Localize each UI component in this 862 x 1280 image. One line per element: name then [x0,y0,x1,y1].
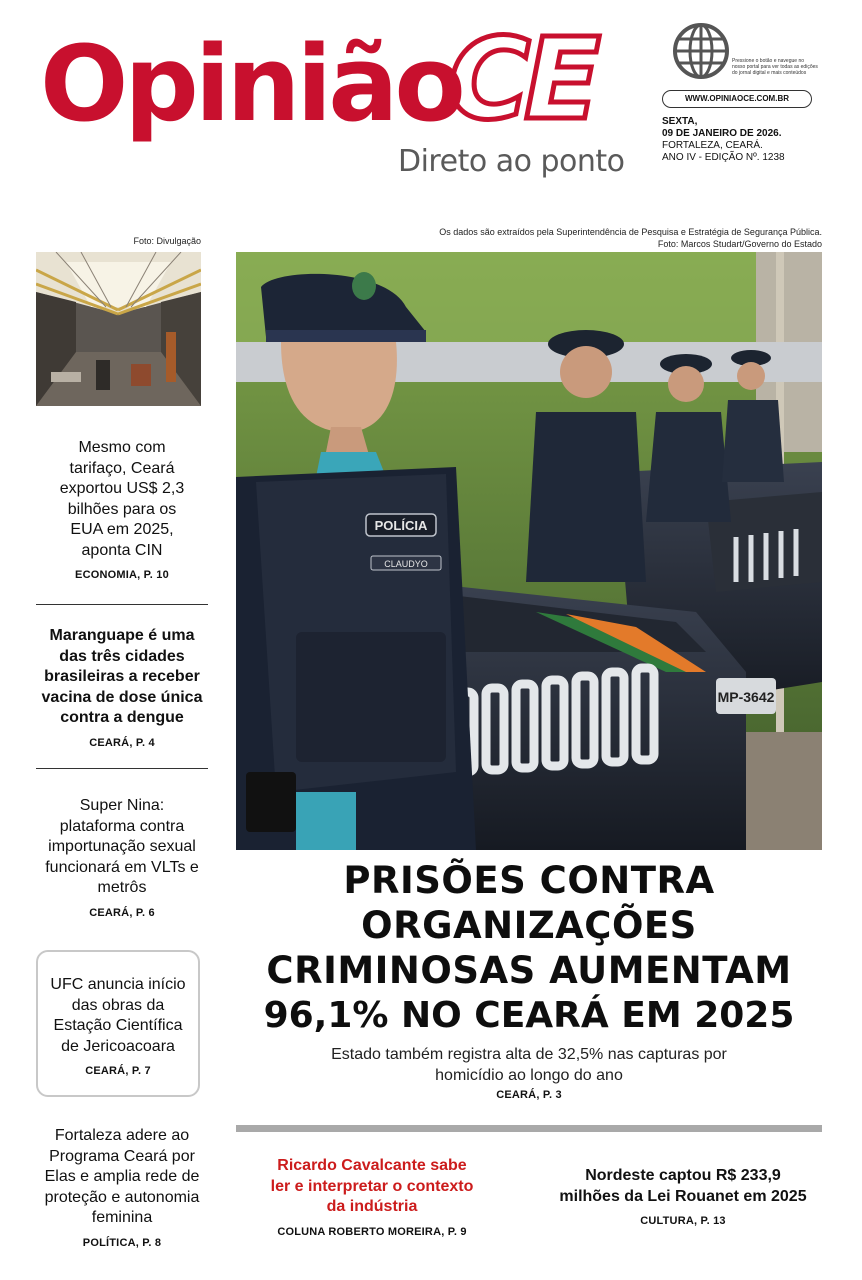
main-headline-line: 96,1% NO CEARÁ EM 2025 [263,995,795,1036]
name-tag: CLAUDYO [384,559,428,569]
license-plate: MP-3642 [717,689,775,705]
sidebar-divider [36,604,208,605]
sidebar-story-5[interactable] [36,1126,208,1253]
main-data-note: Os dados são extraídos pela Superintendência de Pesquisa e Estratégia de Segurança Pública. [439,227,822,237]
vest-label: POLÍCIA [374,518,428,533]
bottom-story-column[interactable] [246,1156,498,1242]
factory-photo[interactable] [36,252,201,406]
bottom-headline-line: ler e interpretar o contexto [270,1177,474,1195]
sidebar-section: POLÍTICA, P. 8 [82,1236,162,1249]
bottom-headline-line: Nordeste captou R$ 233,9 [585,1167,781,1184]
left-photo-credit: Foto: Divulgação [133,236,201,246]
sidebar-story-1[interactable] [36,438,208,586]
main-headline-line: CRIMINOSAS AUMENTAM [266,949,792,992]
main-headline-line: PRISÕES CONTRA [343,859,715,902]
bottom-section: CULTURA, P. 13 [640,1215,726,1227]
portal-button[interactable] [668,22,818,92]
main-section: CEARÁ, P. 3 [496,1089,562,1101]
section-divider-bar [236,1125,822,1132]
masthead [40,15,640,190]
sidebar-divider [36,768,208,769]
main-headline[interactable] [236,858,822,1038]
sidebar-headline: Maranguape é uma das três cidades brasileiras a receber vacina de dose única contra a dengue [41,627,203,726]
sidebar-section: ECONOMIA, P. 10 [75,569,169,581]
edition: ANO IV - EDIÇÃO Nº. 1238 [662,152,785,163]
bottom-story-culture[interactable] [540,1166,826,1232]
sidebar-story-3[interactable] [36,796,208,923]
website-link[interactable]: WWW.OPINIAOCE.COM.BR [662,90,812,108]
weekday: SEXTA, [662,116,698,127]
sidebar-section: CEARÁ, P. 6 [89,906,155,919]
police-lineup-illustration [236,252,822,850]
factory-illustration [36,252,201,406]
main-photo-credit [236,226,822,250]
logo-brand-accent: CE [448,15,595,145]
date-block [662,116,832,164]
bottom-headline-line: Ricardo Cavalcante sabe [277,1157,467,1174]
main-photo[interactable] [236,252,822,850]
bottom-headline-line: da indústria [326,1198,418,1215]
portal-note: Pressione o botão e navegue no nosso portal para ver todas as edições do jornal digital e mais conteúdos [732,58,818,76]
sidebar-story-2[interactable] [36,626,208,753]
sidebar-headline: Fortaleza adere ao Programa Ceará por Elas e amplia rede de proteção e autonomia feminina [44,1127,200,1226]
main-deck [236,1044,822,1086]
sidebar-section: CEARÁ, P. 7 [85,1065,151,1077]
main-deck-line: Estado também registra alta de 32,5% nas capturas por [331,1046,727,1063]
main-deck-line: homicídio ao longo do ano [435,1067,623,1084]
main-headline-line: ORGANIZAÇÕES [361,904,697,947]
main-photo-credit-text: Foto: Marcos Studart/Governo do Estado [657,239,822,249]
sidebar-section: CEARÁ, P. 4 [89,736,155,749]
sidebar-story-4[interactable] [36,975,200,1082]
city: FORTALEZA, CEARÁ. [662,140,763,151]
date: 09 DE JANEIRO DE 2026. [662,128,782,139]
bottom-headline-line: milhões da Lei Rouanet em 2025 [559,1187,807,1205]
globe-icon [672,22,730,80]
sidebar-headline: Mesmo com tarifaço, Ceará exportou US$ 2,3 bilhões para os EUA em 2025, aponta CIN [59,439,185,559]
bottom-section: COLUNA ROBERTO MOREIRA, P. 9 [277,1225,467,1238]
logo-brand: Opinião [40,23,462,145]
sidebar-headline: UFC anuncia início das obras da Estação Científica de Jericoacoara [50,976,186,1055]
sidebar-headline: Super Nina: plataforma contra importunação sexual funcionará em VLTs e metrôs [45,797,199,896]
tagline: Direto ao ponto [398,144,625,179]
